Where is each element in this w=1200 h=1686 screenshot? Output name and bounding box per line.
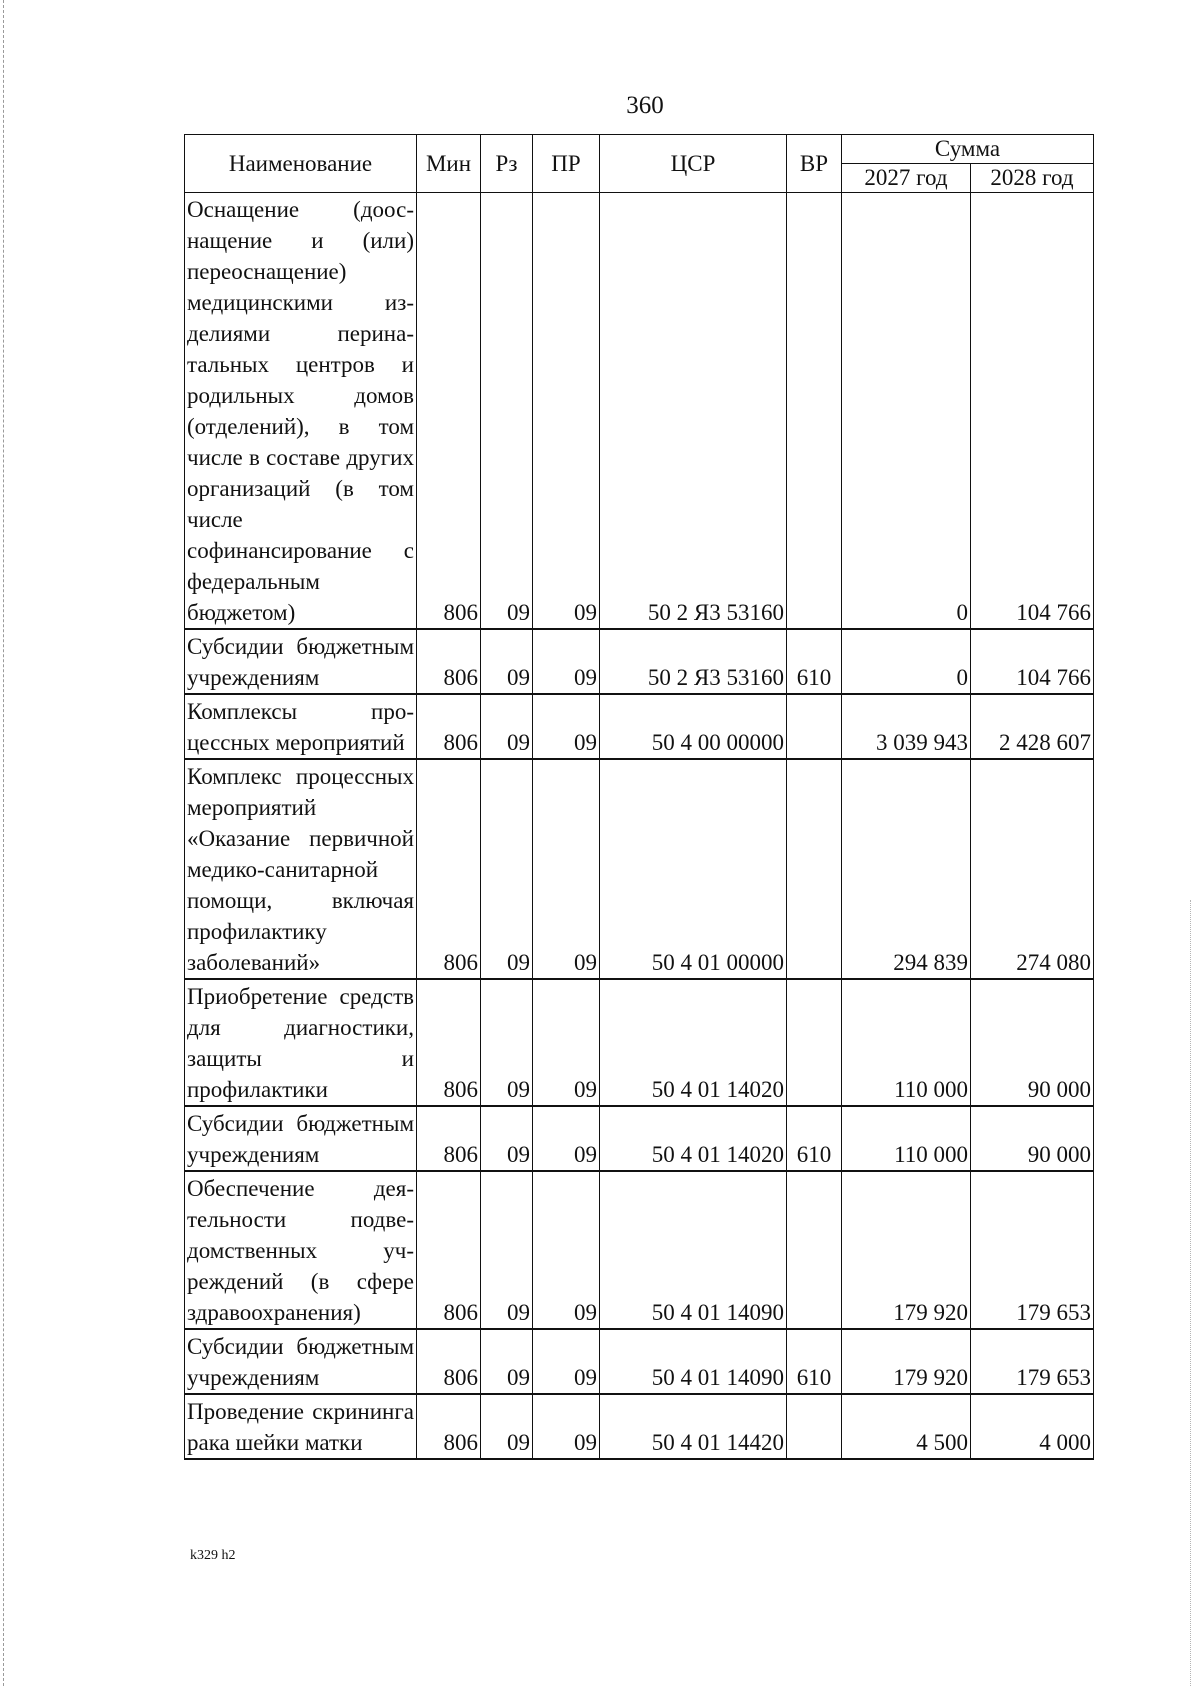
row-sum-2028: 2 428 607 [971,694,1094,759]
header-year-2027: 2027 год [842,164,971,193]
row-csr: 50 4 01 00000 [600,759,787,979]
row-vr: 610 [787,1329,842,1394]
row-name: Комплексы процессных мероприятий [185,694,417,759]
row-csr: 50 4 01 14020 [600,979,787,1106]
scan-edge-right [1190,900,1191,1686]
row-sum-2028: 104 766 [971,629,1094,694]
row-sum-2027: 4 500 [842,1394,971,1459]
row-name: Проведение скрининга рака шейки матки [185,1394,417,1459]
table-row [185,193,1094,630]
row-min: 806 [417,193,481,630]
table-row [185,1171,1094,1329]
row-name: Оснащение (дооснащение и (или) переоснащение) медицинскими изделиями перинатальных центров и родильных домов (отделений), в том числе в составе других организаций (в том числе софинансирование с федеральным бюджетом) [185,193,417,630]
row-sum-2027: 179 920 [842,1329,971,1394]
header-sum: Сумма [842,135,1094,164]
row-pr: 09 [533,1106,600,1171]
row-pr: 09 [533,759,600,979]
row-sum-2028: 90 000 [971,979,1094,1106]
row-rz: 09 [481,1329,533,1394]
footer-code: k329 h2 [190,1548,236,1563]
row-rz: 09 [481,193,533,630]
table-row [185,629,1094,694]
header-year-2028: 2028 год [971,164,1094,193]
table-row [185,1394,1094,1459]
row-rz: 09 [481,1106,533,1171]
row-rz: 09 [481,1394,533,1459]
row-pr: 09 [533,979,600,1106]
row-vr [787,694,842,759]
row-sum-2028: 4 000 [971,1394,1094,1459]
header-csr: ЦСР [600,135,787,193]
table-row [185,759,1094,979]
budget-table [184,134,1094,1460]
header-min: Мин [417,135,481,193]
row-name: Субсидии бюджетным учреждениям [185,1106,417,1171]
row-name: Комплекс процессных мероприятий «Оказание первичной медико-санитарной помощи, включая профилактику заболеваний» [185,759,417,979]
row-sum-2028: 179 653 [971,1171,1094,1329]
row-min: 806 [417,1171,481,1329]
row-name: Субсидии бюджетным учреждениям [185,629,417,694]
row-sum-2028: 274 080 [971,759,1094,979]
table-header [185,135,1094,193]
row-sum-2027: 110 000 [842,1106,971,1171]
row-csr: 50 2 Я3 53160 [600,629,787,694]
row-rz: 09 [481,1171,533,1329]
row-sum-2027: 294 839 [842,759,971,979]
table-row [185,1329,1094,1394]
header-pr: ПР [533,135,600,193]
row-sum-2028: 90 000 [971,1106,1094,1171]
row-vr [787,979,842,1106]
row-min: 806 [417,1394,481,1459]
row-sum-2027: 110 000 [842,979,971,1106]
table-row [185,694,1094,759]
header-vr: ВР [787,135,842,193]
row-rz: 09 [481,979,533,1106]
row-rz: 09 [481,629,533,694]
row-vr [787,1394,842,1459]
row-csr: 50 4 01 14020 [600,1106,787,1171]
row-name: Приобретение средств для диагностики, защиты и профилактики [185,979,417,1106]
table-row [185,979,1094,1106]
row-min: 806 [417,759,481,979]
table-body [185,193,1094,1460]
row-vr [787,1171,842,1329]
row-pr: 09 [533,193,600,630]
row-rz: 09 [481,759,533,979]
row-sum-2028: 104 766 [971,193,1094,630]
row-min: 806 [417,1329,481,1394]
row-vr [787,193,842,630]
row-csr: 50 4 01 14090 [600,1171,787,1329]
page-number: 360 [626,92,664,119]
row-min: 806 [417,629,481,694]
scan-edge-left [3,0,4,1686]
header-rz: Рз [481,135,533,193]
row-pr: 09 [533,629,600,694]
row-csr: 50 4 00 00000 [600,694,787,759]
row-csr: 50 2 Я3 53160 [600,193,787,630]
row-pr: 09 [533,1171,600,1329]
row-name: Субсидии бюджетным учреждениям [185,1329,417,1394]
row-sum-2027: 0 [842,629,971,694]
row-sum-2027: 3 039 943 [842,694,971,759]
row-vr: 610 [787,629,842,694]
row-rz: 09 [481,694,533,759]
row-vr [787,759,842,979]
row-sum-2027: 179 920 [842,1171,971,1329]
row-min: 806 [417,979,481,1106]
row-min: 806 [417,1106,481,1171]
row-sum-2027: 0 [842,193,971,630]
table-row [185,1106,1094,1171]
header-name: Наименование [185,135,417,193]
row-vr: 610 [787,1106,842,1171]
row-pr: 09 [533,694,600,759]
row-csr: 50 4 01 14420 [600,1394,787,1459]
row-pr: 09 [533,1394,600,1459]
row-min: 806 [417,694,481,759]
row-sum-2028: 179 653 [971,1329,1094,1394]
row-csr: 50 4 01 14090 [600,1329,787,1394]
row-pr: 09 [533,1329,600,1394]
row-name: Обеспечение деятельности подведомственных учреждений (в сфере здравоохранения) [185,1171,417,1329]
